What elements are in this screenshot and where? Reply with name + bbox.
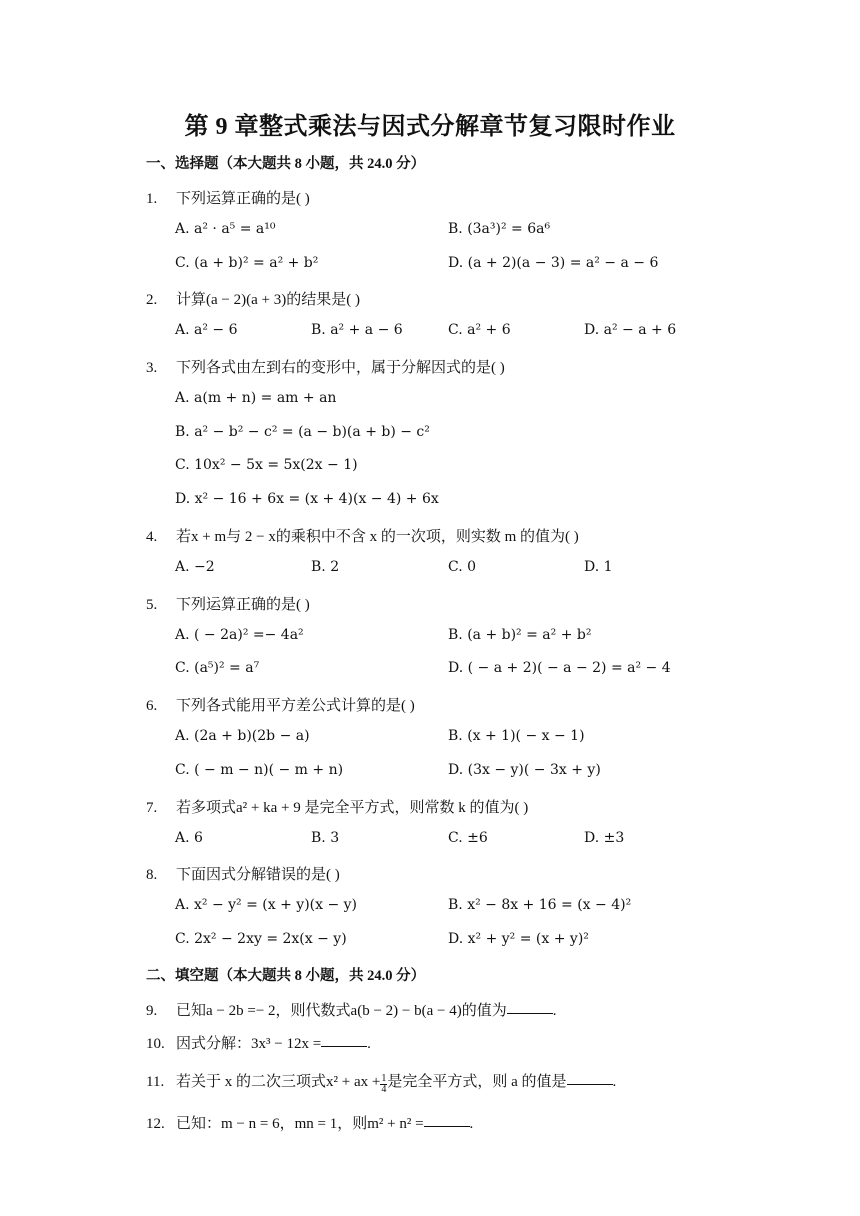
fraction-numerator: 1 xyxy=(381,1073,387,1084)
question-end: . xyxy=(469,1116,474,1132)
question-9 xyxy=(146,999,556,1020)
question-number: 12. xyxy=(146,1116,165,1132)
fraction-denominator: 4 xyxy=(381,1084,387,1095)
option-d: D. x² + y² = (x + y)² xyxy=(448,931,589,947)
question-4 xyxy=(146,525,579,546)
question-1 xyxy=(146,187,310,208)
section-heading-multiple-choice: 一、选择题（本大题共 8 小题，共 24.0 分） xyxy=(146,156,426,172)
question-number: 11. xyxy=(146,1074,165,1090)
question-11 xyxy=(146,1070,616,1095)
question-number: 9. xyxy=(146,1003,158,1019)
answer-blank[interactable] xyxy=(424,1125,470,1127)
question-number: 6. xyxy=(146,698,158,714)
option-d: D. 1 xyxy=(584,559,613,575)
question-stem: 若关于 x 的二次三项式x² + ax + xyxy=(176,1074,381,1090)
option-a: A. (2a + b)(2b − a) xyxy=(175,728,310,744)
answer-blank[interactable] xyxy=(567,1083,613,1085)
option-a: A. −2 xyxy=(175,559,215,575)
option-b: B. a² − b² − c² = (a − b)(a + b) − c² xyxy=(175,424,430,440)
question-10 xyxy=(146,1032,371,1053)
section-heading-fill-in: 二、填空题（本大题共 8 小题，共 24.0 分） xyxy=(146,968,426,984)
question-2 xyxy=(146,288,360,309)
question-stem: 下列各式由左到右的变形中，属于分解因式的是( ) xyxy=(176,360,505,376)
option-b: B. x² − 8x + 16 = (x − 4)² xyxy=(448,897,632,913)
option-c: C. 2x² − 2xy = 2x(x − y) xyxy=(175,931,347,947)
question-number: 10. xyxy=(146,1036,165,1052)
question-7 xyxy=(146,796,528,817)
option-b: B. a² + a − 6 xyxy=(311,322,403,338)
question-number: 5. xyxy=(146,597,158,613)
question-5 xyxy=(146,593,310,614)
option-c: C. (a⁵)² = a⁷ xyxy=(175,660,260,676)
question-stem: 下列运算正确的是( ) xyxy=(176,597,310,613)
option-a: A. ( − 2a)² =− 4a² xyxy=(175,627,304,643)
question-3 xyxy=(146,356,505,377)
question-number: 3. xyxy=(146,360,158,376)
option-c: C. a² + 6 xyxy=(448,322,511,338)
option-c: C. (a + b)² = a² + b² xyxy=(175,255,319,271)
question-end: . xyxy=(552,1003,557,1019)
question-number: 2. xyxy=(146,292,158,308)
question-stem: 因式分解：3x³ − 12x = xyxy=(176,1036,322,1052)
option-d: D. (a + 2)(a − 3) = a² − a − 6 xyxy=(448,255,659,271)
question-stem: 已知：m − n = 6，mn = 1，则m² + n² = xyxy=(176,1116,424,1132)
option-a: A. a² · a⁵ = a¹⁰ xyxy=(175,221,276,237)
option-b: B. (a + b)² = a² + b² xyxy=(448,627,592,643)
option-b: B. 3 xyxy=(311,830,340,846)
question-number: 8. xyxy=(146,867,158,883)
option-c: C. ( − m − n)( − m + n) xyxy=(175,762,344,778)
document-title: 第 9 章整式乘法与因式分解章节复习限时作业 xyxy=(184,114,676,140)
option-c: C. 10x² − 5x = 5x(2x − 1) xyxy=(175,457,358,473)
option-d: D. ±3 xyxy=(584,830,625,846)
option-c: C. ±6 xyxy=(448,830,488,846)
question-stem: 下列各式能用平方差公式计算的是( ) xyxy=(176,698,415,714)
question-end: . xyxy=(367,1036,371,1052)
question-stem: 若x + m与 2 − x的乘积中不含 x 的一次项，则实数 m 的值为( ) xyxy=(176,529,579,545)
option-a: A. a² − 6 xyxy=(175,322,238,338)
question-number: 4. xyxy=(146,529,158,545)
question-12 xyxy=(146,1112,473,1133)
option-b: B. 2 xyxy=(311,559,340,575)
option-a: A. x² − y² = (x + y)(x − y) xyxy=(175,897,358,913)
answer-blank[interactable] xyxy=(321,1045,367,1047)
question-number: 1. xyxy=(146,191,158,207)
option-d: D. a² − a + 6 xyxy=(584,322,677,338)
option-a: A. 6 xyxy=(175,830,203,846)
option-b: B. (3a³)² = 6a⁶ xyxy=(448,221,551,237)
question-end: . xyxy=(612,1074,617,1090)
option-a: A. a(m + n) = am + an xyxy=(175,390,337,406)
answer-blank[interactable] xyxy=(507,1012,553,1014)
option-b: B. (x + 1)( − x − 1) xyxy=(448,728,585,744)
question-6 xyxy=(146,694,415,715)
option-d: D. ( − a + 2)( − a − 2) = a² − 4 xyxy=(448,660,671,676)
option-c: C. 0 xyxy=(448,559,477,575)
question-8 xyxy=(146,863,340,884)
question-stem: 若多项式a² + ka + 9 是完全平方式，则常数 k 的值为( ) xyxy=(176,800,529,816)
question-stem: 下面因式分解错误的是( ) xyxy=(176,867,340,883)
option-d: D. x² − 16 + 6x = (x + 4)(x − 4) + 6x xyxy=(175,491,439,507)
question-stem-cont: 是完全平方式，则 a 的值是 xyxy=(387,1074,567,1090)
question-stem: 计算(a − 2)(a + 3)的结果是( ) xyxy=(176,292,360,308)
question-stem: 下列运算正确的是( ) xyxy=(176,191,310,207)
option-d: D. (3x − y)( − 3x + y) xyxy=(448,762,601,778)
question-stem: 已知a − 2b =− 2，则代数式a(b − 2) − b(a − 4)的值为 xyxy=(176,1003,507,1019)
question-number: 7. xyxy=(146,800,158,816)
